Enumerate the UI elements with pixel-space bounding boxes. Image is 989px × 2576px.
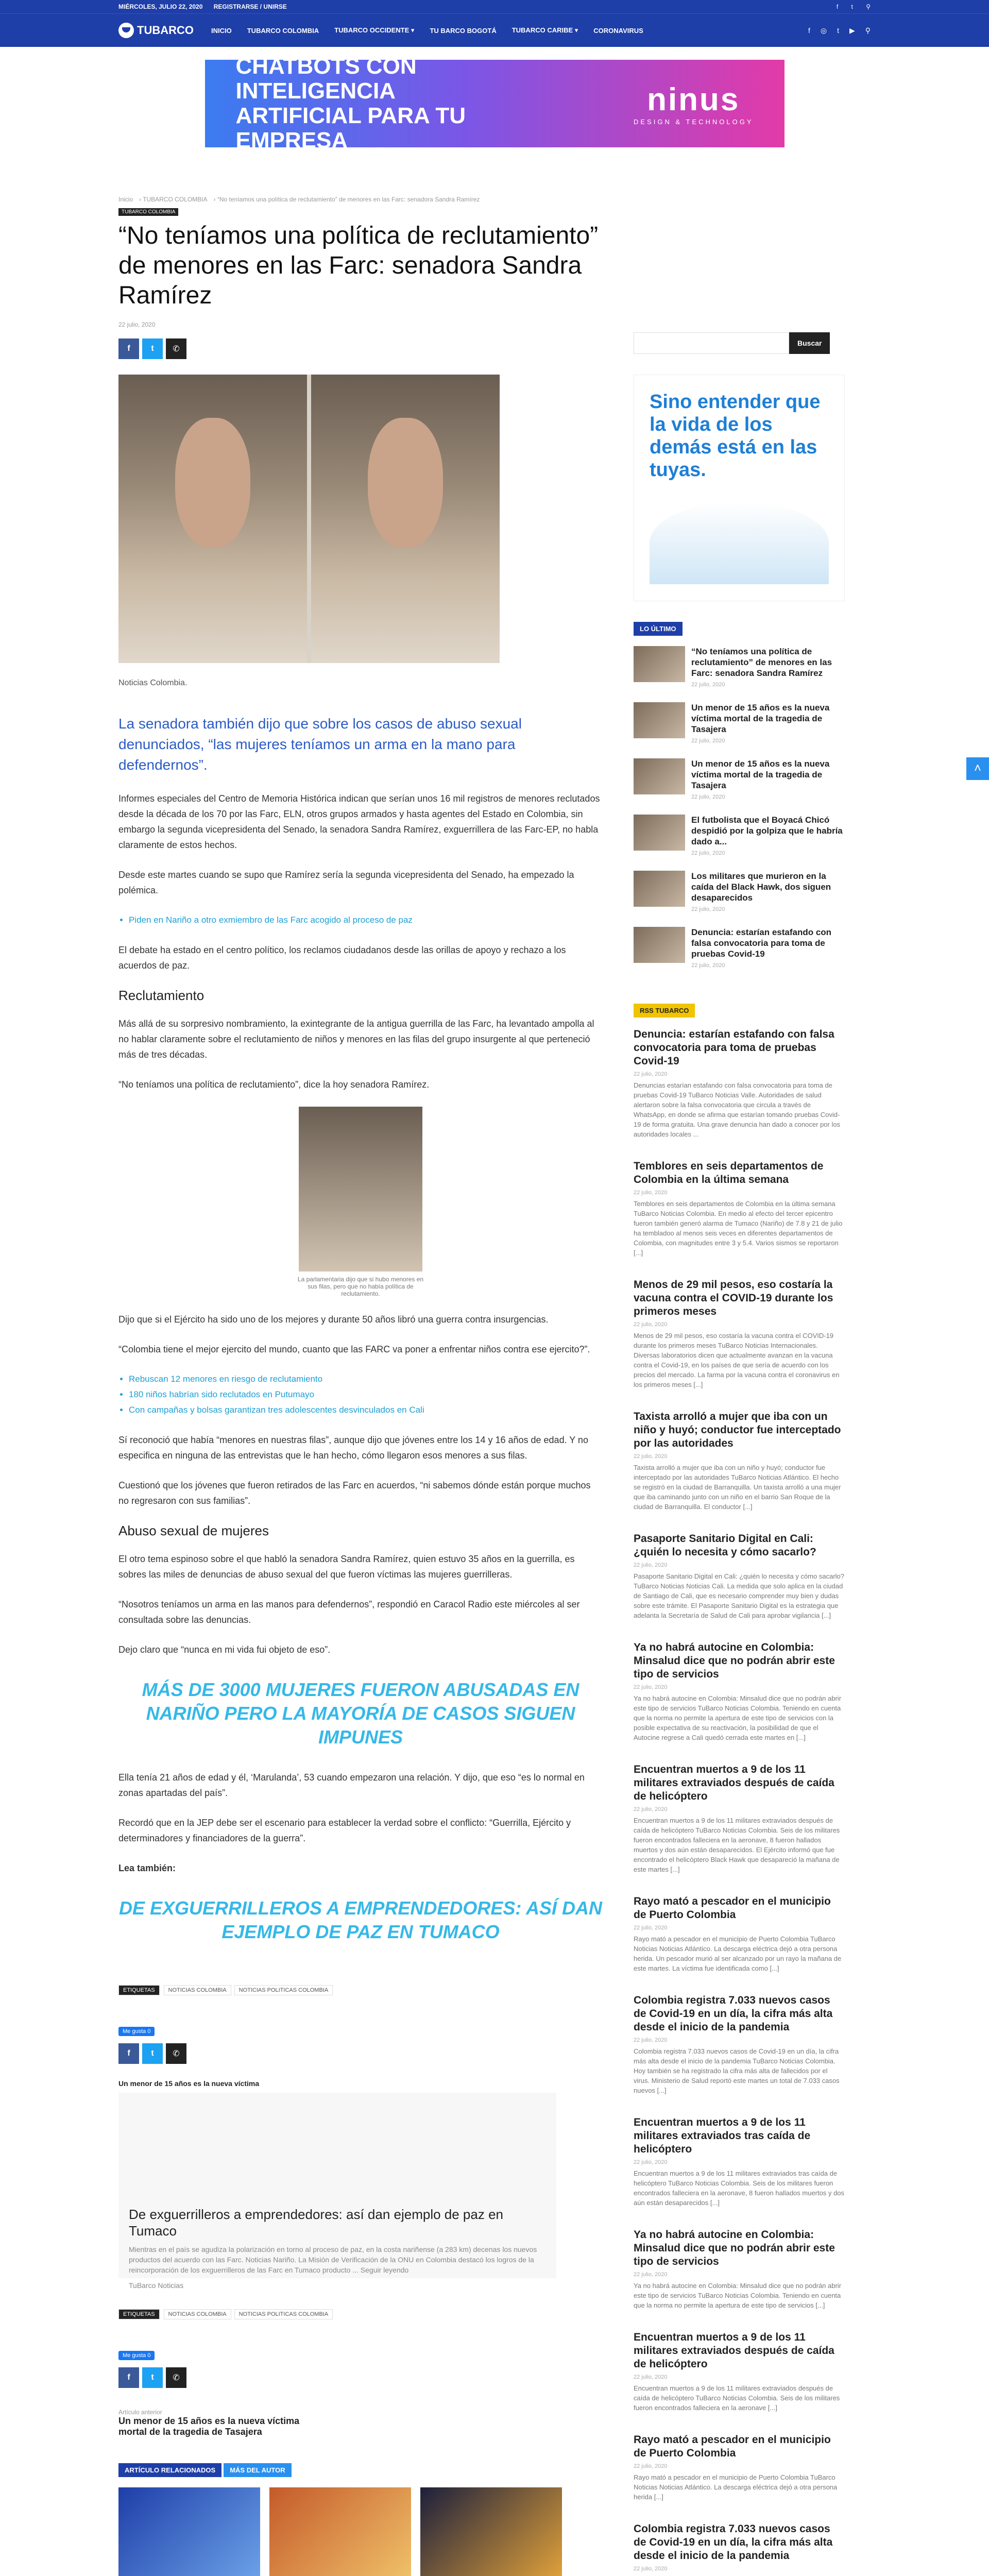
latest-item[interactable] [634,646,845,688]
embed-card-title[interactable]: De exguerrilleros a emprendedores: así dan ejemplo de paz en Tumaco [129,2207,503,2239]
search-button[interactable]: Buscar [789,332,830,354]
search-icon[interactable]: ⚲ [866,3,871,10]
nav-item-occidente[interactable]: TUBARCO OCCIDENTE ▾ [334,26,415,34]
latest-title[interactable]: Denuncia: estarían estafando con falsa convocatoria para toma de pruebas Covid-19 [691,927,832,959]
register-link[interactable]: REGISTRARSE / UNIRSE [213,3,287,10]
tab-related[interactable]: ARTÍCULO RELACIONADOS [118,2463,221,2477]
feed-title[interactable]: Colombia registra 7.033 nuevos casos de Covid-19 en un día, la cifra más alta desde el inicio de la pandemia [634,1994,833,2033]
related-image[interactable] [118,2487,260,2576]
latest-date: 22 julio, 2020 [691,850,725,856]
twitter-icon[interactable]: t [837,26,839,35]
feed-date: 22 julio, 2020 [634,1321,668,1328]
latest-header: LO ÚLTIMO [634,622,683,636]
sidebar [634,332,845,2576]
share-twitter-button[interactable]: t [142,2367,163,2388]
sidebar-search [634,332,845,354]
search-icon[interactable]: ⚲ [865,26,871,35]
feed-excerpt: Rayo mató a pescador en el municipio de Puerto Colombia TuBarco Noticias Noticias Atlántico. La descarga eléctrica dejó a otra persona herida. Un pescador murió al ser alcanzado por un rayo la mañana de este martes. La víctima fue identificada como [...] [634,1935,842,1972]
nav-item-inicio[interactable]: INICIO [211,26,232,35]
feed-item [634,1410,845,1512]
feed-title[interactable]: Ya no habrá autocine en Colombia: Minsalud dice que no podrán abrir este tipo de servicios [634,1641,835,1680]
paragraph: Más allá de su sorpresivo nombramiento, la exintegrante de la antigua guerrilla de las Farc, ha levantado ampolla al no hablar claramente sobre el reclutamiento de niños y menores en las filas del grupo insurgente al que perteneció más de tres décadas. [118,1019,594,1060]
feed-excerpt: Encuentran muertos a 9 de los 11 militares extraviados después de caída de helicóptero TuBarco Noticias Colombia. Seis de los militares fueron encontrados falleciera en la aeronave, 8 fueron hallados muertos y dos aún están desaparecidos. El Ejército informó que fue encontrado el helicóptero Black Hawk que desapareció la mañana de este martes [...] [634,1817,840,1873]
tag-link[interactable]: NOTICIAS POLITICAS COLOMBIA [234,2309,333,2319]
paragraph: Ella tenía 21 años de edad y él, ‘Marulanda’, 53 cuando empezaron una relación. Y dijo, que eso “es lo normal en zonas apartadas del país”. [118,1772,585,1798]
feed-excerpt: Colombia registra 7.033 nuevos casos de Covid-19 en un día, la cifra más alta desde el inicio de la pandemia TuBarco Noticias Colombia. Hoy también se ha registrado la cifra más alta de fallecidos por el virus. Ministerio de Salud reportó este martes un total de 7.033 casos nuevos [...] [634,2047,840,2094]
embed-card-text: Mientras en el país se agudiza la polarización en torno al proceso de paz, en la costa nariñense (a 283 km) decenas los nuevos productos del acuerdo con las Farc. Noticias Nariño. La Misión de Verificación de la ONU en Colombia destacó los logros de la reincorporación de los exguerrilleros de las Farc en Tumaco producto ... Seguir leyendo [129,2245,537,2274]
feed-title[interactable]: Menos de 29 mil pesos, eso costaría la vacuna contra el COVID-19 durante los primeros meses [634,1279,833,1317]
latest-title[interactable]: El futbolista que el Boyacá Chicó despidió por la golpiza que le habría dado a... [691,815,843,846]
feed-date: 22 julio, 2020 [634,1453,668,1460]
sidebar-ad[interactable] [634,375,845,601]
nav-item-colombia[interactable]: TUBARCO COLOMBIA [247,26,319,35]
feed-excerpt: Ya no habrá autocine en Colombia: Minsalud dice que no podrán abrir este tipo de servicios TuBarco Noticias Colombia. Teniendo en cuenta que la norma no permite la apertura de este tipo de servicios con la posible expectativa de su reactivación, la posibilidad de que el Autocine regrese a Cali quedó cerrada este martes en [...] [634,1694,842,1741]
breadcrumb-home[interactable]: Inicio [118,196,133,203]
feed-excerpt: Denuncias estarían estafando con falsa convocatoria para toma de pruebas Covid-19 TuBarco Noticias Valle. Autoridades de salud alertaron sobre la falsa convocatoria que circula a través de WhatsApp, en donde se afirma que estarían tomando pruebas Covid-19 de forma gratuita. Una grave denuncia han dado a conocer por los autoridades locales ... [634,1081,841,1138]
article-photo [118,375,500,663]
tags-row [118,2309,603,2319]
ad-brand-name: ninus [647,82,740,117]
feed-title[interactable]: Denuncia: estarían estafando con falsa convocatoria para toma de pruebas Covid-19 [634,1028,834,1067]
feed-date: 22 julio, 2020 [634,2272,668,2278]
feed-title[interactable]: Encuentran muertos a 9 de los 11 militares extraviados tras caída de helicóptero [634,2116,811,2155]
feed-excerpt: Temblores en seis departamentos de Colombia en la última semana TuBarco Noticias Colombia. En medio al efecto del tercer epicentro fueron también generó alarma de Tumaco (Nariño) de 7.8 y 21 de julio ha tembladoo al menos seis veces en diferentes departamentos de Colombia, con magnitudes entre 3 y 5.4. Varios sismos se reportaron [...] [634,1200,843,1257]
ad-brand-sub: DESIGN & TECHNOLOGY [633,118,754,126]
top-banner [0,47,989,160]
highlight-link[interactable]: MÁS DE 3000 MUJERES FUERON ABUSADAS EN NARIÑO PERO LA MAYORÍA DE CASOS SIGUEN IMPUNES [142,1679,579,1748]
photo-left [118,375,307,663]
paragraph: Sí reconoció que había “menores en nuestras filas”, aunque dijo que jóvenes entre los 14 y 16 años de edad. Y no especifica en ninguna de las entrevistas que le han hecho, cómo llegaron esos menores a sus filas. [118,1435,588,1461]
latest-title[interactable]: Un menor de 15 años es la nueva víctima mortal de la tragedia de Tasajera [691,703,830,734]
logo-text: TUBARCO [137,24,194,37]
subheading-abuso: Abuso sexual de mujeres [118,1523,269,1538]
feed-item [634,1895,845,1973]
latest-title[interactable]: “No teníamos una política de reclutamiento” de menores en las Farc: senadora Sandra Ramírez [691,647,832,678]
article-date: 22 julio, 2020 [118,321,156,328]
article-column [118,196,603,2576]
feed-date: 22 julio, 2020 [634,1071,668,1077]
related-links [118,1371,603,1418]
feed-excerpt: Menos de 29 mil pesos, eso costaría la vacuna contra el COVID-19 durante los primeros meses TuBarco Noticias Internacionales. Diversas laboratorios dicen que actualmente avanzan en la vacuna contra el Covid-19, en los países de que sería de acuerdo con los precios del mercado. La farma por la vacuna contra el coronavirus en los primeros meses [...] [634,1332,840,1388]
category-badge[interactable]: TUBARCO COLOMBIA [118,208,178,216]
paragraph: Dejo claro que “nunca en mi vida fui objeto de eso”. [118,1645,331,1655]
feed-date: 22 julio, 2020 [634,2374,668,2380]
share-buttons [118,338,603,359]
feed-item [634,1278,845,1389]
paragraph: Informes especiales del Centro de Memoria Histórica indican que serían unos 16 mil registros de menores reclutados desde la década de los 70 por las Farc, ELN, otros grupos armados y hasta agentes del Estado en Colombia, sin embargo la segunda vicepresidenta del Senado, la senadora Sandra Ramírez, exguerrillera de las Farc-EP, no habla claramente de estos hechos. [118,793,600,850]
latest-item[interactable] [634,927,845,969]
hand-illustration [650,502,829,584]
prev-article[interactable] [118,2409,603,2437]
top-bar-left [118,3,296,10]
breadcrumb-category[interactable]: TUBARCO COLOMBIA [143,196,208,203]
related-link[interactable]: • Con campañas y bolsas garantizan tres adolescentes desvinculados en Cali [129,1402,603,1418]
photo-right [311,375,500,663]
related-card[interactable] [118,2487,260,2576]
share-facebook-button[interactable]: f [118,2043,139,2064]
twitter-icon[interactable]: t [851,3,853,10]
share-facebook-button[interactable]: f [118,2367,139,2388]
related-tabs [118,2463,603,2477]
instagram-icon[interactable]: ◎ [820,26,827,35]
prev-label: Artículo anterior [118,2409,162,2416]
highlight-link[interactable]: DE EXGUERRILLEROS A EMPRENDEDORES: ASÍ DAN EJEMPLO DE PAZ EN TUMACO [118,1897,603,1942]
latest-date: 22 julio, 2020 [691,962,725,969]
article-lead: La senadora también dijo que sobre los casos de abuso sexual denunciados, “las mujeres teníamos un arma en la mano para defendernos”. [118,716,522,773]
photo-caption: Noticias Colombia. [118,679,187,687]
feed-title[interactable]: Taxista arrolló a mujer que iba con un niño y huyó; conductor fue interceptado por las autoridades [634,1411,841,1449]
latest-item[interactable] [634,758,845,800]
subheading-reclutamiento: Reclutamiento [118,988,204,1003]
article-title: “No teníamos una política de reclutamiento” de menores en las Farc: senadora Sandra Ramírez [118,222,599,309]
embed-title[interactable]: Un menor de 15 años es la nueva víctima [118,2079,260,2088]
main-nav [0,13,989,47]
feed-title[interactable]: Rayo mató a pescador en el municipio de Puerto Colombia [634,2434,831,2459]
ad-title: CHATBOTS CON INTELIGENCIA ARTIFICIAL PARA TU EMPRESA [235,54,466,153]
paragraph: El otro tema espinoso sobre el que habló la senadora Sandra Ramírez, quien estuvo 35 años en la guerrilla, es sobres las miles de denuncias de abuso sexual del que fueron víctimas las mujeres guerrilleras. [118,1554,575,1580]
feed-date: 22 julio, 2020 [634,2037,668,2043]
latest-item[interactable] [634,815,845,856]
feed-excerpt: Pasaporte Sanitario Digital en Cali: ¿quién lo necesita y cómo sacarlo? TuBarco Noticias Noticias Cali. La medida que solo aplica en la ciudad de Santiago de Cali, que es necesario comprender muy bien y dudas sobre este trámite. El Pasaporte Sanitario Digital es la estrategia que adelanta la Secretaría de Salud de Cali para aprobar vigilancia [...] [634,1572,844,1619]
latest-thumb[interactable] [634,871,685,907]
top-bar-right [825,3,871,10]
chevron-up-icon: ˄ [974,761,981,775]
rss-feed [634,1028,845,2576]
scroll-top-button[interactable] [966,757,989,780]
feed-title[interactable]: Encuentran muertos a 9 de los 11 militares extraviados después de caída de helicóptero [634,1764,834,1802]
feed-excerpt: Encuentran muertos a 9 de los 11 militares extraviados tras caída de helicóptero TuBarco Noticias Colombia. Seis de los militares fueron encontrados falleciera en la aeronave, 8 fueron hallados muertos y dos aún están desaparecidos [...] [634,2170,845,2207]
paragraph: “Colombia tiene el mejor ejercito del mundo, cuanto que las FARC va poner a enfrentar niños contra ese ejercito?”. [118,1344,590,1354]
feed-item [634,1763,845,1874]
latest-title[interactable]: Los militares que murieron en la caída del Black Hawk, dos siguen desaparecidos [691,871,831,903]
feed-item [634,2433,845,2502]
related-link[interactable]: • Piden en Nariño a otro exmiembro de las Farc acogido al proceso de paz [129,912,603,928]
related-image[interactable] [420,2487,562,2576]
ad-banner[interactable] [205,54,785,153]
paragraph: “No teníamos una política de reclutamiento”, dice la hoy senadora Ramírez. [118,1079,430,1090]
fb-like-button[interactable]: Me gusta 0 [118,2027,155,2036]
feed-title[interactable]: Ya no habrá autocine en Colombia: Minsalud dice que no podrán abrir este tipo de servicios [634,2229,835,2267]
nav-item-coronavirus[interactable]: CORONAVIRUS [593,26,643,35]
tag-link[interactable]: NOTICIAS COLOMBIA [164,1985,231,1995]
search-input[interactable] [634,332,789,354]
feed-item [634,1994,845,2095]
paragraph: Dijo que si el Ejército ha sido uno de los mejores y durante 50 años libró una guerra contra insurgencias. [118,1314,549,1325]
related-grid [118,2487,603,2576]
nav-social [798,26,871,35]
tag-link[interactable]: NOTICIAS POLITICAS COLOMBIA [234,1985,333,1995]
related-links [118,912,603,928]
latest-thumb[interactable] [634,815,685,851]
current-date: MIÉRCOLES, JULIO 22, 2020 [118,3,203,10]
ad-brand [634,81,754,126]
tag-link[interactable]: NOTICIAS COLOMBIA [164,2309,231,2319]
feed-date: 22 julio, 2020 [634,1806,668,1812]
feed-date: 22 julio, 2020 [634,2566,668,2572]
related-link[interactable]: • 180 niños habrían sido reclutados en Putumayo [129,1387,603,1402]
feed-item [634,1160,845,1258]
feed-excerpt: Taxista arrolló a mujer que iba con un niño y huyó; conductor fue interceptado por las autoridades TuBarco Noticias Atlántico. El hecho se registró en la ciudad de Barranquilla. Un taxista arrolló a una mujer que iba caminando junto con un niño en el barrio San Roque de la ciudad de Barranquilla. El conductor [...] [634,1464,841,1511]
read-also-label: Lea también: [118,1863,176,1873]
share-buttons [118,2043,556,2064]
tags-label: ETIQUETAS [118,1985,160,1995]
feed-date: 22 julio, 2020 [634,1684,668,1690]
share-whatsapp-button[interactable]: ✆ [166,2367,186,2388]
embed-card[interactable] [118,2093,556,2290]
breadcrumb-current: “No teníamos una política de reclutamiento” de menores en las Farc: senadora Sandra Ramírez [217,196,480,203]
related-card[interactable] [269,2487,411,2576]
nav-item-caribe[interactable]: TUBARCO CARIBE ▾ [511,26,578,34]
feed-item [634,1641,845,1742]
paragraph: Cuestionó que los jóvenes que fueron retirados de las Farc en acuerdos, “ni sabemos dónde están porque muchos no regresaron con sus familias”. [118,1480,591,1506]
share-whatsapp-button[interactable]: ✆ [166,2043,186,2064]
latest-thumb[interactable] [634,702,685,738]
feed-title[interactable]: Rayo mató a pescador en el municipio de Puerto Colombia [634,1895,831,1921]
feed-date: 22 julio, 2020 [634,2159,668,2165]
tags-row [118,1985,603,1995]
prev-title[interactable]: Un menor de 15 años es la nueva víctima mortal de la tragedia de Tasajera [118,2416,300,2437]
related-card[interactable] [420,2487,562,2576]
feed-title[interactable]: Pasaporte Sanitario Digital en Cali: ¿quién lo necesita y cómo sacarlo? [634,1533,816,1558]
feed-title[interactable]: Encuentran muertos a 9 de los 11 militares extraviados después de caída de helicóptero [634,2331,834,2370]
related-image[interactable] [269,2487,411,2576]
latest-thumb[interactable] [634,646,685,682]
feed-item [634,1028,845,1139]
latest-item[interactable] [634,702,845,744]
inline-photo [299,1107,422,1272]
latest-title[interactable]: Un menor de 15 años es la nueva víctima mortal de la tragedia de Tasajera [691,759,830,790]
article-body [118,714,603,1944]
latest-date: 22 julio, 2020 [691,794,725,800]
feed-title[interactable]: Colombia registra 7.033 nuevos casos de Covid-19 en un día, la cifra más alta desde el inicio de la pandemia [634,2523,833,2562]
latest-thumb[interactable] [634,927,685,963]
feed-date: 22 julio, 2020 [634,1925,668,1931]
sidebar-ad-text: Sino entender que la vida de los demás está en las tuyas. [650,391,821,481]
top-bar [0,0,989,13]
feed-date: 22 julio, 2020 [634,1190,668,1196]
embed-block [118,2026,556,2290]
feed-item [634,1532,845,1620]
share-twitter-button[interactable]: t [142,338,163,359]
latest-date: 22 julio, 2020 [691,906,725,912]
feed-item [634,2228,845,2310]
paragraph: Recordó que en la JEP debe ser el escenario para establecer la verdad sobre el conflicto: “Guerrilla, Ejército y determinadores y financiadores de la guerra”. [118,1818,571,1843]
feed-item [634,2331,845,2413]
facebook-icon[interactable]: f [808,26,810,35]
breadcrumb: Inicio › TUBARCO COLOMBIA › “No teníamos una política de reclutamiento” de menores en las Farc: senadora Sandra Ramírez [118,196,480,203]
youtube-icon[interactable]: ▶ [849,26,855,35]
share-buttons [118,2367,603,2388]
share-facebook-button[interactable]: f [118,338,139,359]
latest-date: 22 julio, 2020 [691,682,725,688]
fb-like-button[interactable]: Me gusta 0 [118,2351,155,2360]
feed-item [634,2116,845,2208]
site-logo[interactable] [118,23,194,38]
latest-item[interactable] [634,871,845,912]
feed-date: 22 julio, 2020 [634,1562,668,1568]
paragraph: Desde este martes cuando se supo que Ramírez sería la segunda vicepresidenta del Senado, ha empezado la polémica. [118,870,574,895]
feed-excerpt: Encuentran muertos a 9 de los 11 militares extraviados después de caída de helicóptero TuBarco Noticias Colombia. Seis de los militares fueron encontrados falleciera en la aeronave [...] [634,2384,840,2412]
latest-date: 22 julio, 2020 [691,738,725,744]
feed-item [634,2522,845,2576]
inline-photo-caption: La parlamentaria dijo que si hubo menores en sus filas, pero que no había política de reclutamiento. [297,1276,424,1297]
nav-item-bogota[interactable]: TU BARCO BOGOTÁ [430,26,497,35]
feed-excerpt: Ya no habrá autocine en Colombia: Minsalud dice que no podrán abrir este tipo de servicios TuBarco Noticias Colombia. Teniendo en cuenta que la norma no permite la apertura de este tipo de servicios [...] [634,2282,842,2309]
embed-card-author: TuBarco Noticias [129,2281,184,2290]
feed-title[interactable]: Temblores en seis departamentos de Colombia en la última semana [634,1160,824,1185]
tags-label: ETIQUETAS [118,2309,160,2319]
paragraph: “Nosotros teníamos un arma en las manos para defendernos”, respondió en Caracol Radio este miércoles al ser consultada sobre las denuncias. [118,1599,580,1625]
boat-logo-icon [118,23,134,38]
feed-excerpt: Rayo mató a pescador en el municipio de Puerto Colombia TuBarco Noticias Noticias Atlántico. La descarga eléctrica dejó a otra persona herida [...] [634,2473,838,2501]
latest-list [634,646,845,969]
rss-header: RSS TUBARCO [634,1004,695,1018]
share-twitter-button[interactable]: t [142,2043,163,2064]
facebook-icon[interactable]: f [836,3,839,10]
paragraph: El debate ha estado en el centro político, los reclamos ciudadanos desde las orillas de apoyo y rechazo a los acuerdos de paz. [118,945,566,971]
latest-thumb[interactable] [634,758,685,794]
feed-date: 22 julio, 2020 [634,2463,668,2469]
tab-author[interactable]: MÁS DEL AUTOR [224,2463,291,2477]
related-link[interactable]: • Rebuscan 12 menores en riesgo de reclutamiento [129,1371,603,1387]
share-whatsapp-button[interactable]: ✆ [166,338,186,359]
